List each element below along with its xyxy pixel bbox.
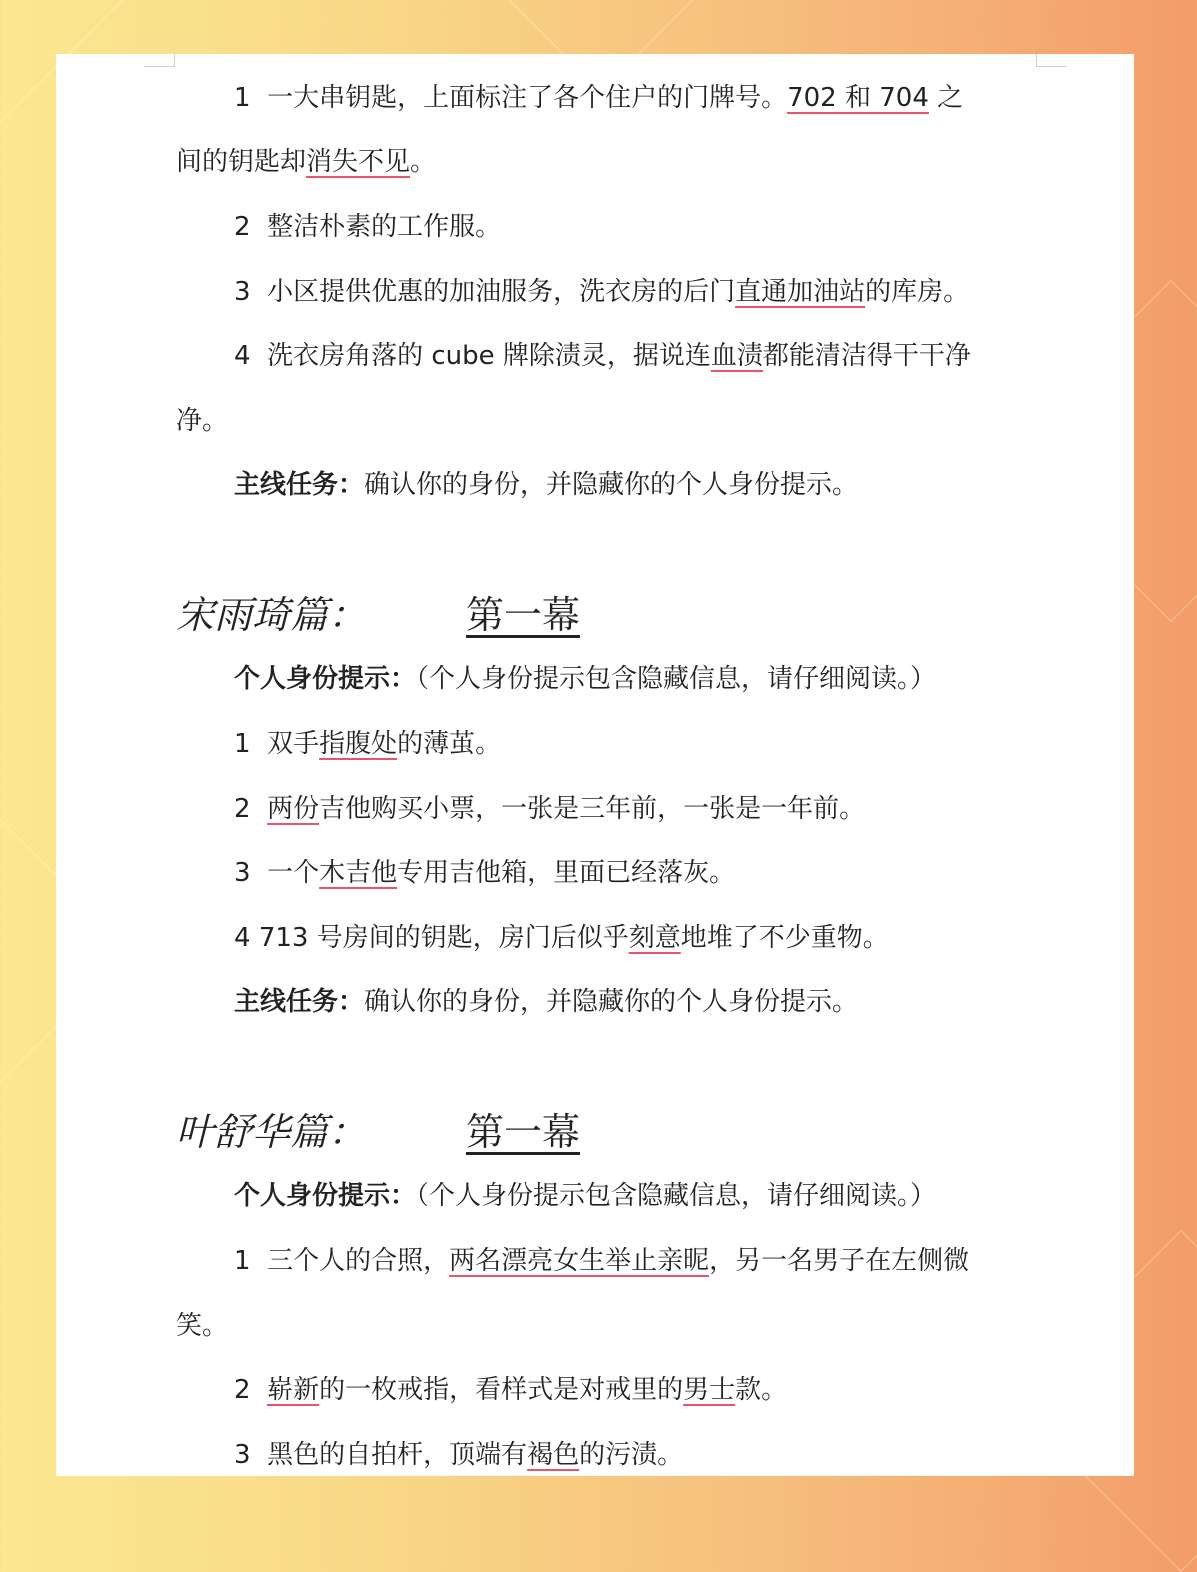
list-item: 2 两份吉他购买小票，一张是三年前，一张是一年前。 (234, 794, 866, 824)
section-title: 宋雨琦篇： (176, 593, 367, 637)
section-act: 第一幕 (466, 593, 581, 637)
list-item-continuation: 笑。 (176, 1311, 229, 1341)
list-item: 2 崭新的一枚戒指，看样式是对戒里的男士款。 (234, 1375, 788, 1405)
list-item-continuation: 间的钥匙却消失不见。 (176, 147, 437, 177)
identity-hint: 个人身份提示：（个人身份提示包含隐藏信息，请仔细阅读。） (234, 1181, 937, 1211)
list-item: 1 一大串钥匙，上面标注了各个住户的门牌号。702 和 704 之 (234, 83, 964, 113)
list-item: 2 整洁朴素的工作服。 (234, 212, 502, 242)
main-task: 主线任务：确认你的身份，并隐藏你的个人身份提示。 (234, 987, 859, 1017)
list-item: 3 黑色的自拍杆，顶端有褐色的污渍。 (234, 1440, 684, 1470)
list-item: 1 三个人的合照，两名漂亮女生举止亲昵，另一名男子在左侧微 (234, 1246, 970, 1276)
list-item: 4 洗衣房角落的 cube 牌除渍灵，据说连血渍都能清洁得干干净 (234, 341, 971, 371)
page-corner-mark (144, 54, 175, 67)
list-item: 1 双手指腹处的薄茧。 (234, 729, 502, 759)
section-title: 叶舒华篇： (176, 1110, 367, 1154)
list-item: 3 小区提供优惠的加油服务，洗衣房的后门直通加油站的库房。 (234, 277, 970, 307)
list-item: 4 713 号房间的钥匙，房门后似乎刻意地堆了不少重物。 (234, 923, 889, 953)
document-page (56, 54, 1134, 1476)
section-act: 第一幕 (466, 1110, 581, 1154)
list-item: 3 一个木吉他专用吉他箱，里面已经落灰。 (234, 858, 736, 888)
list-item-continuation: 净。 (176, 406, 229, 436)
page-corner-mark (1036, 54, 1067, 67)
main-task: 主线任务：确认你的身份，并隐藏你的个人身份提示。 (234, 470, 859, 500)
identity-hint: 个人身份提示：（个人身份提示包含隐藏信息，请仔细阅读。） (234, 664, 937, 694)
